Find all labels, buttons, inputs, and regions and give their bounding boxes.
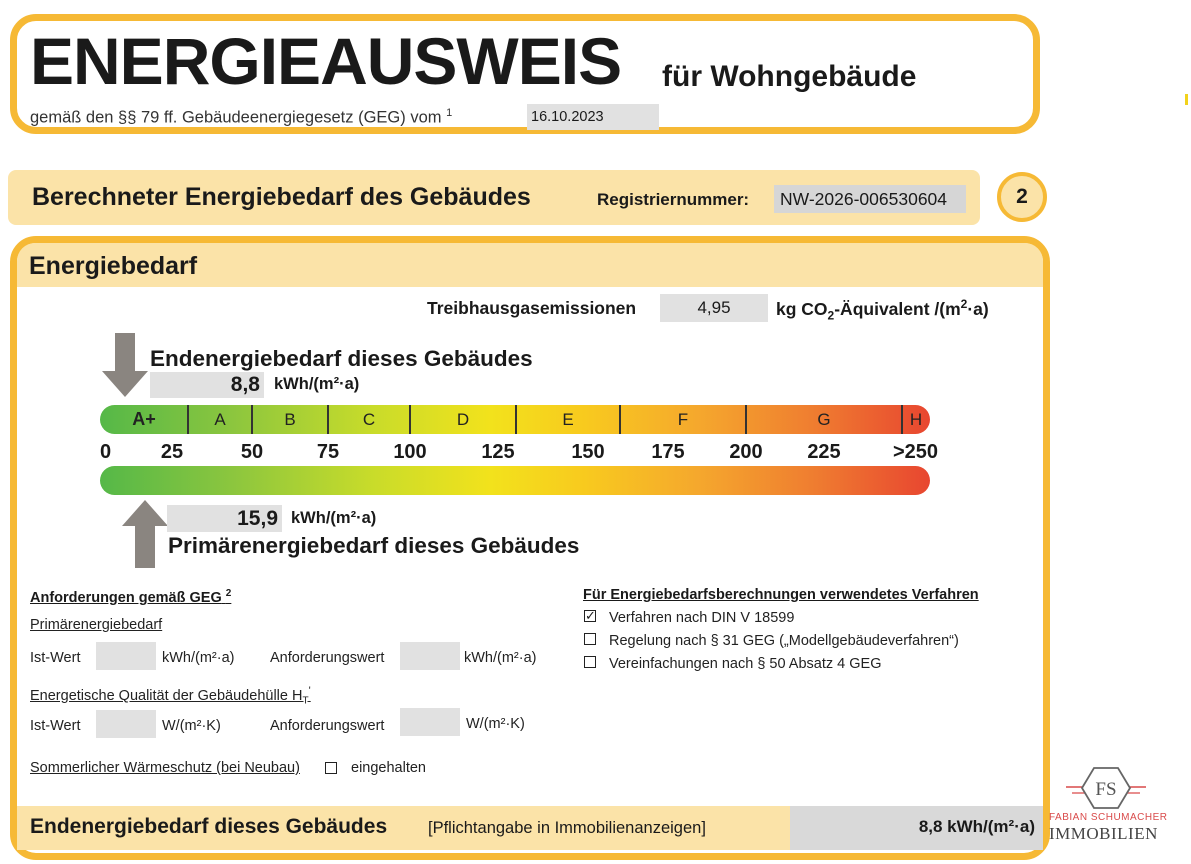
efficiency-class-g: G [817,410,831,429]
procedure-checkbox-model[interactable] [584,633,596,645]
procedure-label-simplified: Vereinfachungen nach § 50 Absatz 4 GEG [609,656,882,672]
emissions-value-field[interactable]: 4,95 [660,294,768,322]
edge-mark [1185,94,1188,105]
primary-req-label: Anforderungswert [270,650,385,666]
procedure-checkbox-simplified[interactable] [584,656,596,668]
efficiency-class-a: A [214,410,226,429]
ht-req-unit: W/(m²·K) [466,716,525,732]
document-title: ENERGIEAUSWEIS [30,24,622,98]
ht-sub: T [302,695,309,707]
efficiency-class-aplus: A+ [132,409,156,429]
footer-note: [Pflichtangabe in Immobilienanzeigen] [428,819,706,837]
primary-energy-title: Primärenergiebedarf dieses Gebäudes [168,533,580,558]
primary-energy-unit: kWh/(m²·a) [291,509,377,527]
energy-demand-title: Energiebedarf [29,252,198,280]
procedure-checkbox-din[interactable]: ✓ [585,608,596,623]
procedure-label-model: Regelung nach § 31 GEG („Modellgebäudeverfahren“) [609,633,959,649]
page-title: Berechneter Energiebedarf des Gebäudes [32,183,531,211]
emissions-unit-sub: 2 [827,308,835,323]
logo-monogram: FS [1095,779,1117,800]
efficiency-gradient-bar [100,466,930,495]
ht-sup: ' [308,685,311,697]
logo-line1: FABIAN SCHUMACHER [1049,812,1168,823]
requirements-footnote: 2 [225,588,232,599]
efficiency-class-f: F [677,410,689,429]
primary-req-field[interactable] [400,642,460,670]
end-energy-unit: kWh/(m²·a) [274,375,360,393]
law-footnote: 1 [446,107,453,119]
document-subtitle: für Wohngebäude [662,60,917,93]
ht-label [30,686,311,707]
ht-ist-unit: W/(m²·K) [162,718,221,734]
scale-tick: 175 [651,441,685,463]
emissions-unit-sup: 2 [960,297,968,311]
company-logo-icon [1066,764,1146,812]
emissions-unit-end: ·a) [967,298,989,319]
primary-demand-label: Primärenergiebedarf [30,617,163,633]
procedure-label-din: Verfahren nach DIN V 18599 [609,610,795,626]
efficiency-class-divider [745,405,747,434]
end-energy-value-field[interactable]: 8,8 [150,372,264,398]
scale-tick: 25 [160,441,184,463]
primary-req-unit: kWh/(m²·a) [464,650,537,666]
registration-label: Registriernummer: [597,190,750,209]
scale-tick: 200 [729,441,763,463]
ht-ist-label: Ist-Wert [30,718,81,734]
footer-value: 8,8 kWh/(m²·a) [918,817,1035,836]
law-reference [30,108,452,126]
date-field[interactable]: 16.10.2023 [527,104,659,130]
emissions-unit-prefix: kg CO [776,298,828,319]
ht-label-text: Energetische Qualität der Gebäudehülle H [30,687,303,704]
summer-protection-checkbox-label: eingehalten [351,760,426,776]
efficiency-class-divider [409,405,411,434]
ht-ist-field[interactable] [96,710,156,738]
footer-title: Endenergiebedarf dieses Gebäudes [30,815,388,838]
requirements-title [30,589,231,605]
primary-energy-arrow-icon [120,500,170,568]
registration-number-field[interactable]: NW-2026-006530604 [774,185,966,213]
efficiency-class-divider [901,405,903,434]
end-energy-title: Endenergiebedarf dieses Gebäudes [150,346,533,371]
primary-energy-value-field[interactable]: 15,9 [167,505,282,532]
logo-line2: IMMOBILIEN [1049,824,1158,843]
efficiency-class-divider [327,405,329,434]
efficiency-class-divider [515,405,517,434]
ht-req-field[interactable] [400,708,460,736]
end-energy-arrow-icon [100,333,150,399]
efficiency-class-b: B [284,410,296,429]
scale-tick: >250 [892,441,939,463]
primary-ist-field[interactable] [96,642,156,670]
efficiency-class-divider [619,405,621,434]
emissions-label: Treibhausgasemissionen [427,298,637,318]
scale-tick: 225 [807,441,841,463]
efficiency-class-d: D [456,410,470,429]
efficiency-class-e: E [562,410,574,429]
primary-ist-label: Ist-Wert [30,650,81,666]
efficiency-class-c: C [362,410,376,429]
scale-tick: 50 [240,441,264,463]
efficiency-class-scale [100,405,930,434]
emissions-unit-mid: -Äquivalent /(m [834,298,961,319]
scale-tick: 125 [481,441,515,463]
emissions-unit [776,298,989,321]
ht-req-label: Anforderungswert [270,718,385,734]
primary-ist-unit: kWh/(m²·a) [162,650,235,666]
efficiency-class-divider [187,405,189,434]
law-text: gemäß den §§ 79 ff. Gebäudeenergiegesetz (GEG) vom [30,108,442,127]
scale-tick: 0 [100,441,112,463]
scale-tick: 100 [393,441,427,463]
scale-tick: 75 [316,441,340,463]
procedures-title: Für Energiebedarfsberechnungen verwendetes Verfahren [583,587,979,603]
efficiency-class-divider [251,405,253,434]
page-number-badge: 2 [997,172,1047,222]
summer-protection-checkbox[interactable] [325,762,337,774]
efficiency-class-h: H [909,410,923,429]
requirements-title-text: Anforderungen gemäß GEG [30,589,222,606]
scale-tick: 150 [571,441,605,463]
summer-protection-label: Sommerlicher Wärmeschutz (bei Neubau) [30,760,300,776]
